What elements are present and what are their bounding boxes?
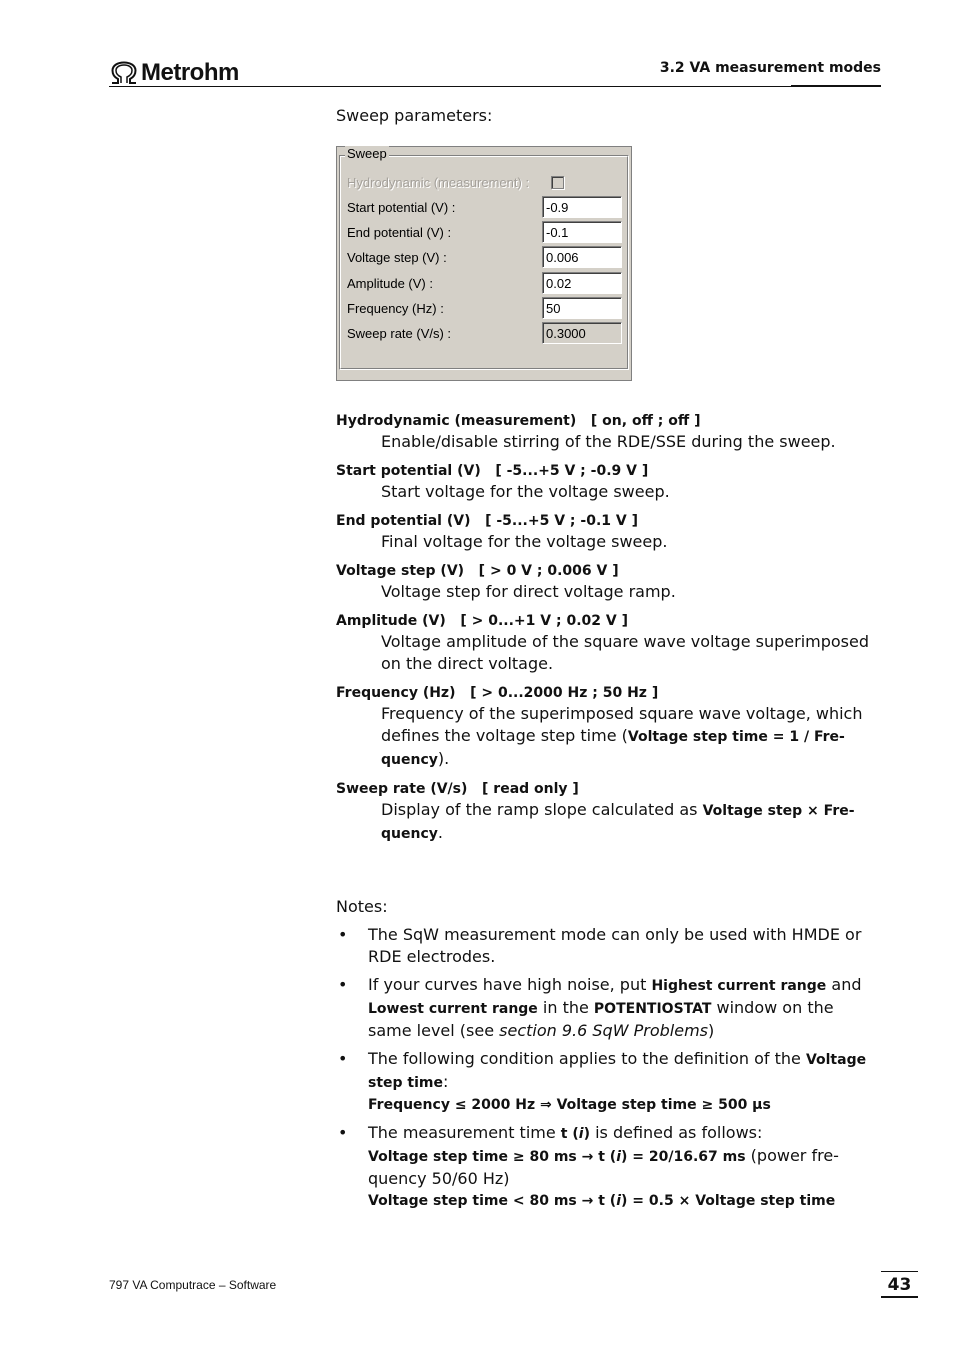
amplitude-input[interactable] — [542, 272, 622, 294]
note-item — [336, 924, 881, 968]
row-end-potential — [347, 221, 623, 243]
param-description: Voltage amplitude of the square wave voltage superimposed on the direct voltage. — [381, 632, 870, 673]
note-item — [336, 974, 881, 1042]
param-start-potential — [336, 461, 881, 503]
intro-text: Sweep parameters: — [336, 106, 493, 125]
omega-icon — [109, 61, 139, 85]
row-frequency — [347, 297, 623, 319]
note-bold: Voltage step time — [368, 1052, 867, 1091]
note-bold-part: ) — [583, 1126, 590, 1142]
hydrodynamic-label: Hydrodynamic (measurement) : — [347, 174, 530, 190]
param-heading: Start potential (V) [ -5...+5 V ; -0.9 V ] — [336, 463, 649, 479]
param-amplitude — [336, 611, 881, 675]
param-frequency — [336, 683, 881, 771]
note-formula-line — [368, 1145, 881, 1190]
note-text: window on the same level (see — [368, 998, 834, 1040]
note-item — [336, 1122, 881, 1212]
section-title: 3.2 VA measurement modes — [659, 60, 881, 76]
note-text: : — [443, 1072, 449, 1091]
brand-name: Metrohm — [141, 59, 239, 86]
param-heading: Amplitude (V) [ > 0...+1 V ; 0.02 V ] — [336, 613, 628, 629]
formula-part: Voltage step time ≥ 80 ms → t ( — [368, 1149, 617, 1165]
param-description: Start voltage for the voltage sweep. — [381, 482, 670, 501]
param-description: Final voltage for the voltage sweep. — [381, 532, 668, 551]
desc-text: . — [437, 823, 443, 842]
param-description — [381, 799, 881, 845]
note-bold: Highest current range — [651, 978, 827, 994]
note-text: ) — [707, 1021, 715, 1040]
param-heading: Voltage step (V) [ > 0 V ; 0.006 V ] — [336, 563, 619, 579]
note-bold-part: t ( — [560, 1126, 579, 1142]
param-description — [381, 703, 881, 771]
formula-italic: i — [616, 1193, 622, 1209]
page-number: 43 — [881, 1271, 918, 1298]
note-bold: POTENTIOSTAT — [593, 1001, 712, 1017]
parameter-list — [336, 411, 881, 845]
param-hydrodynamic — [336, 411, 881, 453]
note-text: (power fre-quency 50/60 Hz) — [368, 1146, 839, 1188]
hydrodynamic-checkbox[interactable] — [551, 176, 564, 189]
end-potential-input[interactable] — [542, 221, 622, 243]
row-sweep-rate — [347, 322, 623, 344]
footer-product: 797 VA Computrace – Software — [109, 1278, 277, 1292]
note-bold-italic: i — [578, 1126, 584, 1142]
param-heading: Sweep rate (V/s) [ read only ] — [336, 781, 579, 797]
metrohm-logo — [109, 59, 239, 87]
section-reference: section 9.6 SqW Problems — [499, 1021, 708, 1040]
voltage-step-input[interactable] — [542, 246, 622, 268]
notes-title: Notes: — [336, 897, 388, 916]
param-sweep-rate — [336, 779, 881, 845]
note-text: is defined as follows: — [589, 1123, 763, 1142]
start-potential-label: Start potential (V) : — [347, 199, 456, 215]
note-formula — [368, 1149, 746, 1165]
note-text: and — [826, 975, 862, 994]
notes-list — [336, 924, 881, 1212]
header-rule — [109, 86, 881, 87]
note-item — [336, 1048, 881, 1116]
note-text: The SqW measurement mode can only be used with HMDE or RDE electrodes. — [368, 925, 862, 966]
row-voltage-step — [347, 246, 623, 268]
bullet-icon: • — [338, 925, 348, 944]
note-formula — [368, 1190, 881, 1212]
bullet-icon: • — [338, 1123, 348, 1142]
bullet-icon: • — [338, 975, 348, 994]
groupbox-legend: Sweep — [347, 146, 387, 161]
param-end-potential — [336, 511, 881, 553]
desc-text: Frequency of the superimposed square wave voltage, which defines the voltage step time ( — [381, 704, 863, 745]
frequency-label: Frequency (Hz) : — [347, 300, 444, 316]
note-formula: Frequency ≤ 2000 Hz ⇒ Voltage step time ≥ 500 µs — [368, 1097, 771, 1113]
note-text: If your curves have high noise, put — [368, 975, 652, 994]
sweep-rate-label: Sweep rate (V/s) : — [347, 325, 452, 341]
param-voltage-step — [336, 561, 881, 603]
sweep-dialog — [336, 146, 632, 381]
bullet-icon: • — [338, 1049, 348, 1068]
param-description: Voltage step for direct voltage ramp. — [381, 582, 676, 601]
note-text: in the — [537, 998, 594, 1017]
param-description: Enable/disable stirring of the RDE/SSE during the sweep. — [381, 432, 836, 451]
param-heading: End potential (V) [ -5...+5 V ; -0.1 V ] — [336, 513, 638, 529]
formula-part: ) = 0.5 × Voltage step time — [621, 1193, 836, 1209]
frequency-input[interactable] — [542, 297, 622, 319]
note-text: The measurement time — [368, 1123, 561, 1142]
end-potential-label: End potential (V) : — [347, 224, 452, 240]
row-start-potential — [347, 196, 623, 218]
main-content — [336, 105, 881, 1218]
formula-part: ) = 20/16.67 ms — [621, 1149, 746, 1165]
param-heading: Hydrodynamic (measurement) [ on, off ; off ] — [336, 413, 701, 429]
start-potential-input[interactable] — [542, 196, 622, 218]
amplitude-label: Amplitude (V) : — [347, 275, 433, 291]
note-bold — [561, 1126, 590, 1142]
formula-italic: i — [616, 1149, 622, 1165]
note-text: The following condition applies to the definition of the — [368, 1049, 806, 1068]
param-heading: Frequency (Hz) [ > 0...2000 Hz ; 50 Hz ] — [336, 685, 659, 701]
row-amplitude — [347, 272, 623, 294]
desc-text: ). — [437, 749, 450, 768]
note-bold: Lowest current range — [368, 1001, 538, 1017]
desc-formula: Voltage step time = 1 / Fre-quency — [381, 729, 845, 768]
row-hydrodynamic — [347, 171, 623, 193]
voltage-step-label: Voltage step (V) : — [347, 249, 447, 265]
header-rule-accent — [791, 85, 881, 87]
desc-formula: Voltage step × Fre-quency — [381, 803, 855, 842]
desc-text: Display of the ramp slope calculated as — [381, 800, 703, 819]
sweep-rate-field — [542, 322, 622, 344]
formula-part: Voltage step time < 80 ms → t ( — [368, 1193, 617, 1209]
